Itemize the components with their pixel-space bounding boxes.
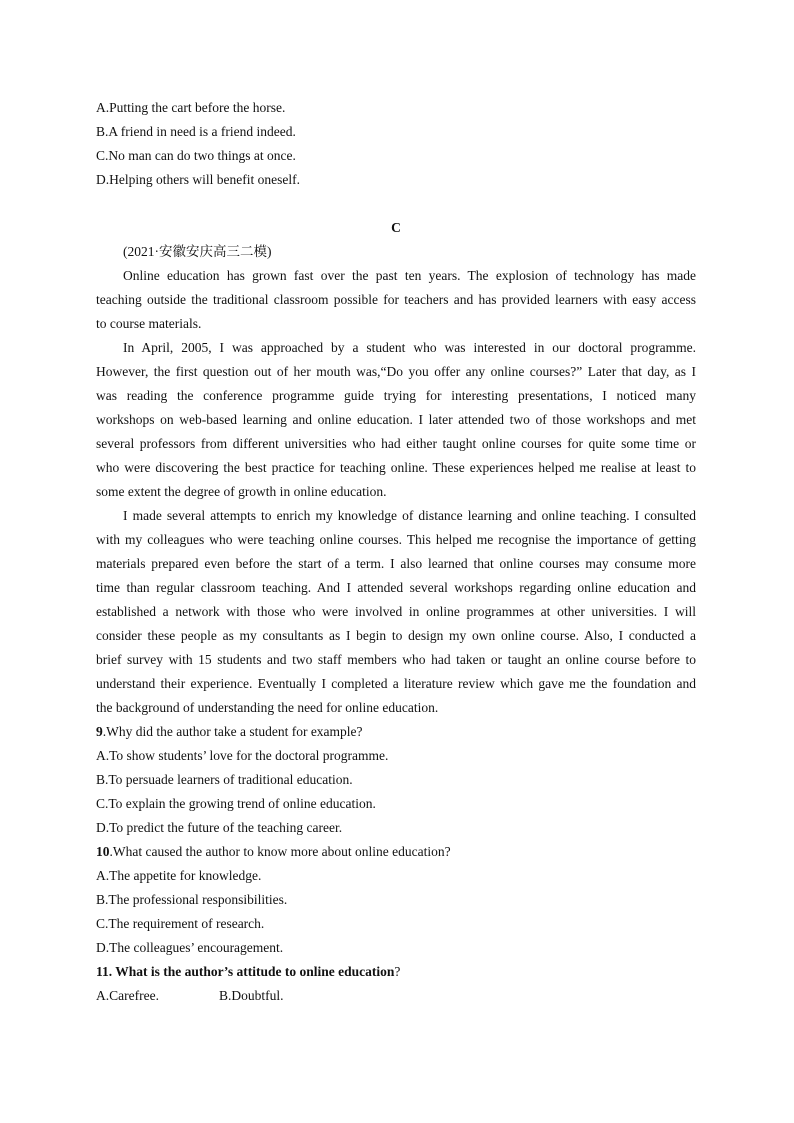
paragraph-line: In April, 2005, I was approached by a student who was interested in our doctoral programme.	[123, 340, 696, 355]
option-d: D.Helping others will benefit oneself.	[96, 172, 300, 187]
option-a: A.Putting the cart before the horse.	[96, 100, 286, 115]
question-stem	[96, 840, 696, 864]
question-11	[96, 960, 696, 1008]
question-number: 9	[96, 724, 103, 739]
question-mark: ?	[394, 964, 401, 979]
passage-paragraph-1	[96, 264, 696, 336]
prev-options	[96, 96, 696, 192]
option-a: A.To show students’ love for the doctoral programme.	[96, 748, 389, 763]
option-c: C.To explain the growing trend of online education.	[96, 796, 376, 811]
question-stem	[96, 720, 696, 744]
option-c: C.No man can do two things at once.	[96, 148, 296, 163]
question-9	[96, 720, 696, 840]
option-a: A.Carefree.	[96, 988, 159, 1003]
paragraph-line: I made several attempts to enrich my knowledge of distance learning and online teaching. I consulted	[123, 508, 696, 523]
paragraph-line: the background of understanding the need for online education.	[96, 700, 439, 715]
section-source: (2021·安徽安庆高三二模)	[123, 244, 272, 259]
question-number: 10	[96, 844, 110, 859]
paragraph-line: brief survey with 15 students and two staff members who had taken or taught an online course before to	[96, 652, 696, 667]
option-b: B.Doubtful.	[218, 988, 284, 1003]
passage-paragraph-2	[96, 336, 696, 504]
paragraph-line: Online education has grown fast over the past ten years. The explosion of technology has made	[123, 268, 696, 283]
option-a: A.The appetite for knowledge.	[96, 868, 262, 883]
paragraph-line: several professors from different universities who had either taught online courses for quite some time or	[96, 436, 696, 451]
option-b: B.A friend in need is a friend indeed.	[96, 124, 296, 139]
paragraph-line: understand their experience. Eventually I completed a literature review which gave me the foundation and	[96, 676, 696, 691]
question-text: .Why did the author take a student for example?	[102, 724, 363, 739]
option-b: B.The professional responsibilities.	[96, 892, 288, 907]
question-text: .What caused the author to know more about online education?	[109, 844, 451, 859]
paragraph-line: consider these people as my consultants as I begin to design my own online course. Also, I conducted a	[96, 628, 696, 643]
option-row	[96, 984, 696, 1008]
question-number: 11	[96, 964, 109, 979]
option-c: C.The requirement of research.	[96, 916, 265, 931]
paragraph-line: who were discovering the best practice for teaching online. These experiences helped me realise at least to	[96, 460, 696, 475]
question-text: . What is the author’s attitude to online education	[108, 964, 395, 979]
passage-paragraph-3	[96, 504, 696, 720]
paragraph-line: with my colleagues who were teaching online courses. This helped me recognise the importance of getting	[96, 532, 696, 547]
option-b: B.To persuade learners of traditional education.	[96, 772, 353, 787]
paragraph-line: teaching outside the traditional classroom possible for teachers and has provided learners with easy access	[96, 292, 696, 307]
question-10	[96, 840, 696, 960]
section-title: C	[391, 220, 401, 235]
document-page	[96, 96, 696, 1008]
paragraph-line: workshops on web-based learning and online education. I later attended two of those workshops and met	[96, 412, 696, 427]
paragraph-line: materials prepared even before the start of a term. I also learned that online courses may consume more	[96, 556, 696, 571]
paragraph-line: was reading the conference programme guide trying for interesting presentations, I noticed many	[96, 388, 696, 403]
option-d: D.To predict the future of the teaching career.	[96, 820, 343, 835]
paragraph-line: some extent the degree of growth in online education.	[96, 484, 387, 499]
paragraph-line: to course materials.	[96, 316, 202, 331]
paragraph-line: established a network with those who were involved in online programmes at other universities. I will	[96, 604, 696, 619]
question-stem	[96, 960, 696, 984]
option-d: D.The colleagues’ encouragement.	[96, 940, 284, 955]
paragraph-line: However, the first question out of her mouth was,“Do you offer any online courses?” Later that day, as I	[96, 364, 696, 379]
paragraph-line: time than regular classroom teaching. And I attended several workshops regarding online education and	[96, 580, 696, 595]
